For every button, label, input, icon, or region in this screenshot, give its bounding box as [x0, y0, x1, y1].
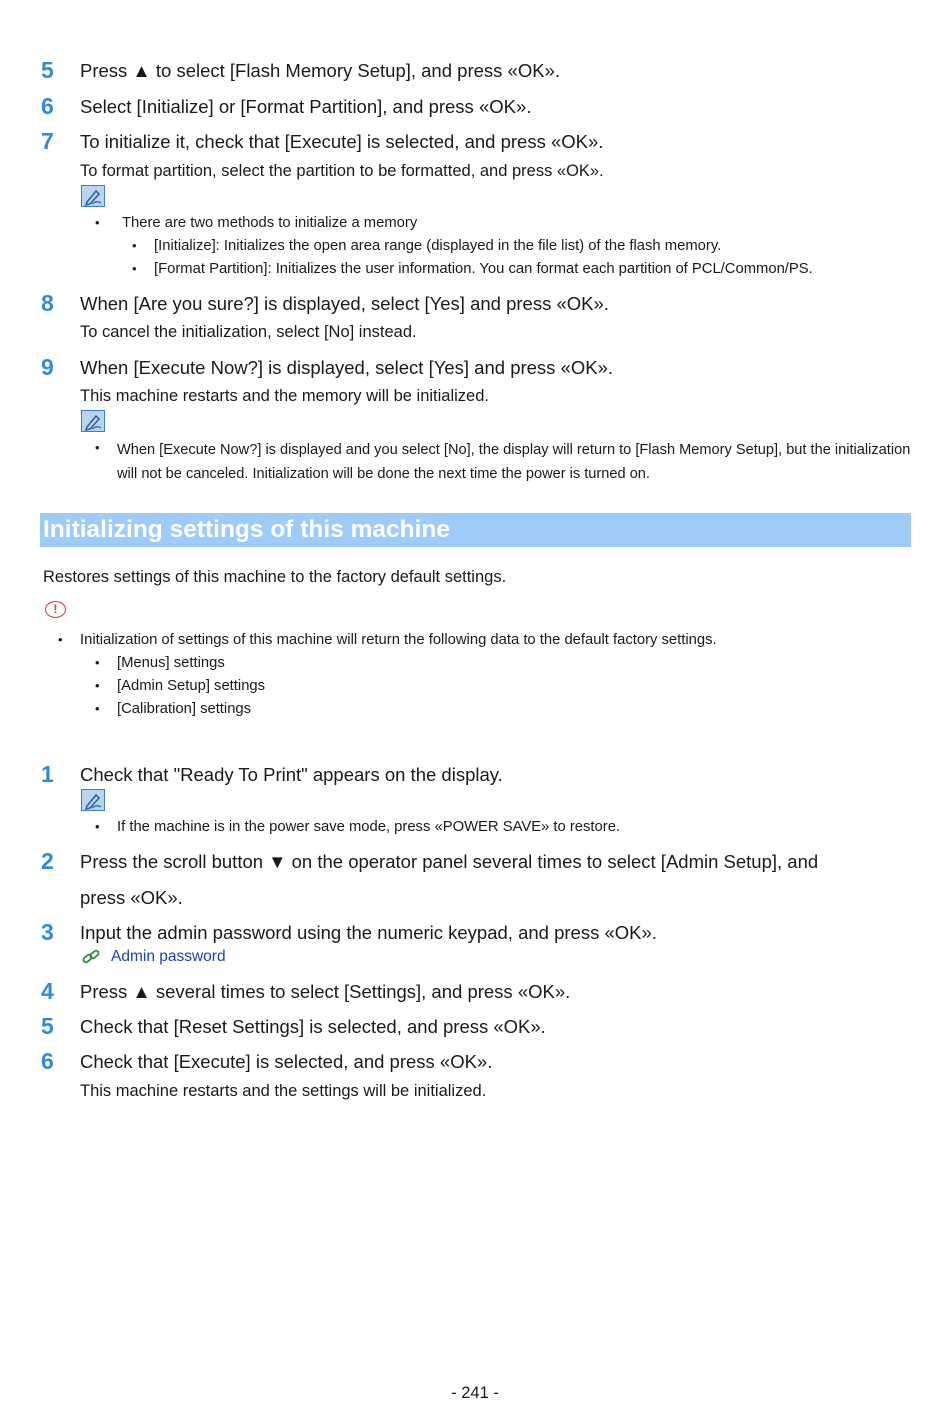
step-text: Check that [Execute] is selected, and press «OK». — [80, 1051, 493, 1072]
link-chain-icon — [81, 948, 101, 966]
section-intro: Restores settings of this machine to the factory default settings. — [43, 568, 507, 586]
step-number: 7 — [41, 128, 54, 154]
step-text: Press ▲ to select [Flash Memory Setup], and press «OK». — [80, 60, 560, 81]
memo-subitem: [Format Partition]: Initializes the user information. You can format each partition of PCL/Common/PS. — [154, 261, 813, 277]
step-text: To initialize it, check that [Execute] is selected, and press «OK». — [80, 131, 604, 152]
bullet: • — [95, 215, 100, 230]
bullet: • — [95, 678, 100, 693]
step-text: Press the scroll button ▼ on the operator panel several times to select [Admin Setup], and — [80, 851, 819, 872]
step-number: 6 — [41, 93, 54, 119]
bullet: • — [95, 655, 100, 670]
step-number: 9 — [41, 354, 54, 380]
memo-item: When [Execute Now?] is displayed and you select [No], the display will return to [Flash Memory Setup], but the initialization will not be canceled. Initialization will be done the next time the power is turned on. — [117, 442, 911, 482]
step-number: 8 — [41, 290, 54, 316]
bullet: • — [132, 261, 137, 276]
memo-pencil-icon — [81, 789, 105, 811]
step-text: When [Execute Now?] is displayed, select [Yes] and press «OK». — [80, 357, 614, 378]
bullet: • — [95, 440, 100, 455]
bullet: • — [95, 819, 100, 834]
caution-subitem: [Admin Setup] settings — [117, 678, 266, 694]
caution-item: Initialization of settings of this machine will return the following data to the default factory settings. — [80, 632, 717, 648]
step-number: 6 — [41, 1048, 54, 1074]
step-text: Check that "Ready To Print" appears on the display. — [80, 764, 503, 785]
step-text: Input the admin password using the numeric keypad, and press «OK». — [80, 922, 657, 943]
caution-subitem: [Calibration] settings — [117, 701, 252, 717]
memo-pencil-icon — [81, 410, 105, 432]
caution-subitem: [Menus] settings — [117, 655, 225, 671]
step-number: 3 — [41, 919, 54, 945]
step-subtext: This machine restarts and the memory will be initialized. — [80, 387, 489, 405]
step-number: 5 — [41, 1013, 54, 1039]
admin-password-link[interactable]: Admin password — [111, 948, 226, 965]
memo-item: If the machine is in the power save mode, press «POWER SAVE» to restore. — [117, 819, 621, 835]
bullet: • — [58, 632, 63, 647]
step-number: 1 — [41, 761, 54, 787]
memo-item: There are two methods to initialize a memory — [122, 215, 418, 231]
bullet: • — [95, 701, 100, 716]
step-text: Select [Initialize] or [Format Partition], and press «OK». — [80, 96, 532, 117]
step-text: Press ▲ several times to select [Settings], and press «OK». — [80, 981, 571, 1002]
step-number: 5 — [41, 57, 54, 83]
step-text-continued: press «OK». — [80, 887, 183, 908]
step-text: Check that [Reset Settings] is selected, and press «OK». — [80, 1016, 546, 1037]
section-title: Initializing settings of this machine — [43, 516, 451, 543]
memo-subitem: [Initialize]: Initializes the open area range (displayed in the file list) of the flash memory. — [154, 238, 722, 254]
step-subtext: To format partition, select the partition to be formatted, and press «OK». — [80, 162, 604, 180]
section-header — [40, 513, 911, 547]
step-subtext: To cancel the initialization, select [No] instead. — [80, 323, 417, 341]
memo-pencil-icon — [81, 185, 105, 207]
page-number: - 241 - — [451, 1384, 499, 1402]
step-text: When [Are you sure?] is displayed, select [Yes] and press «OK». — [80, 293, 609, 314]
step-number: 2 — [41, 848, 54, 874]
step-subtext: This machine restarts and the settings will be initialized. — [80, 1082, 487, 1100]
caution-icon: ! — [45, 601, 66, 618]
bullet: • — [132, 238, 137, 253]
step-number: 4 — [41, 978, 54, 1004]
